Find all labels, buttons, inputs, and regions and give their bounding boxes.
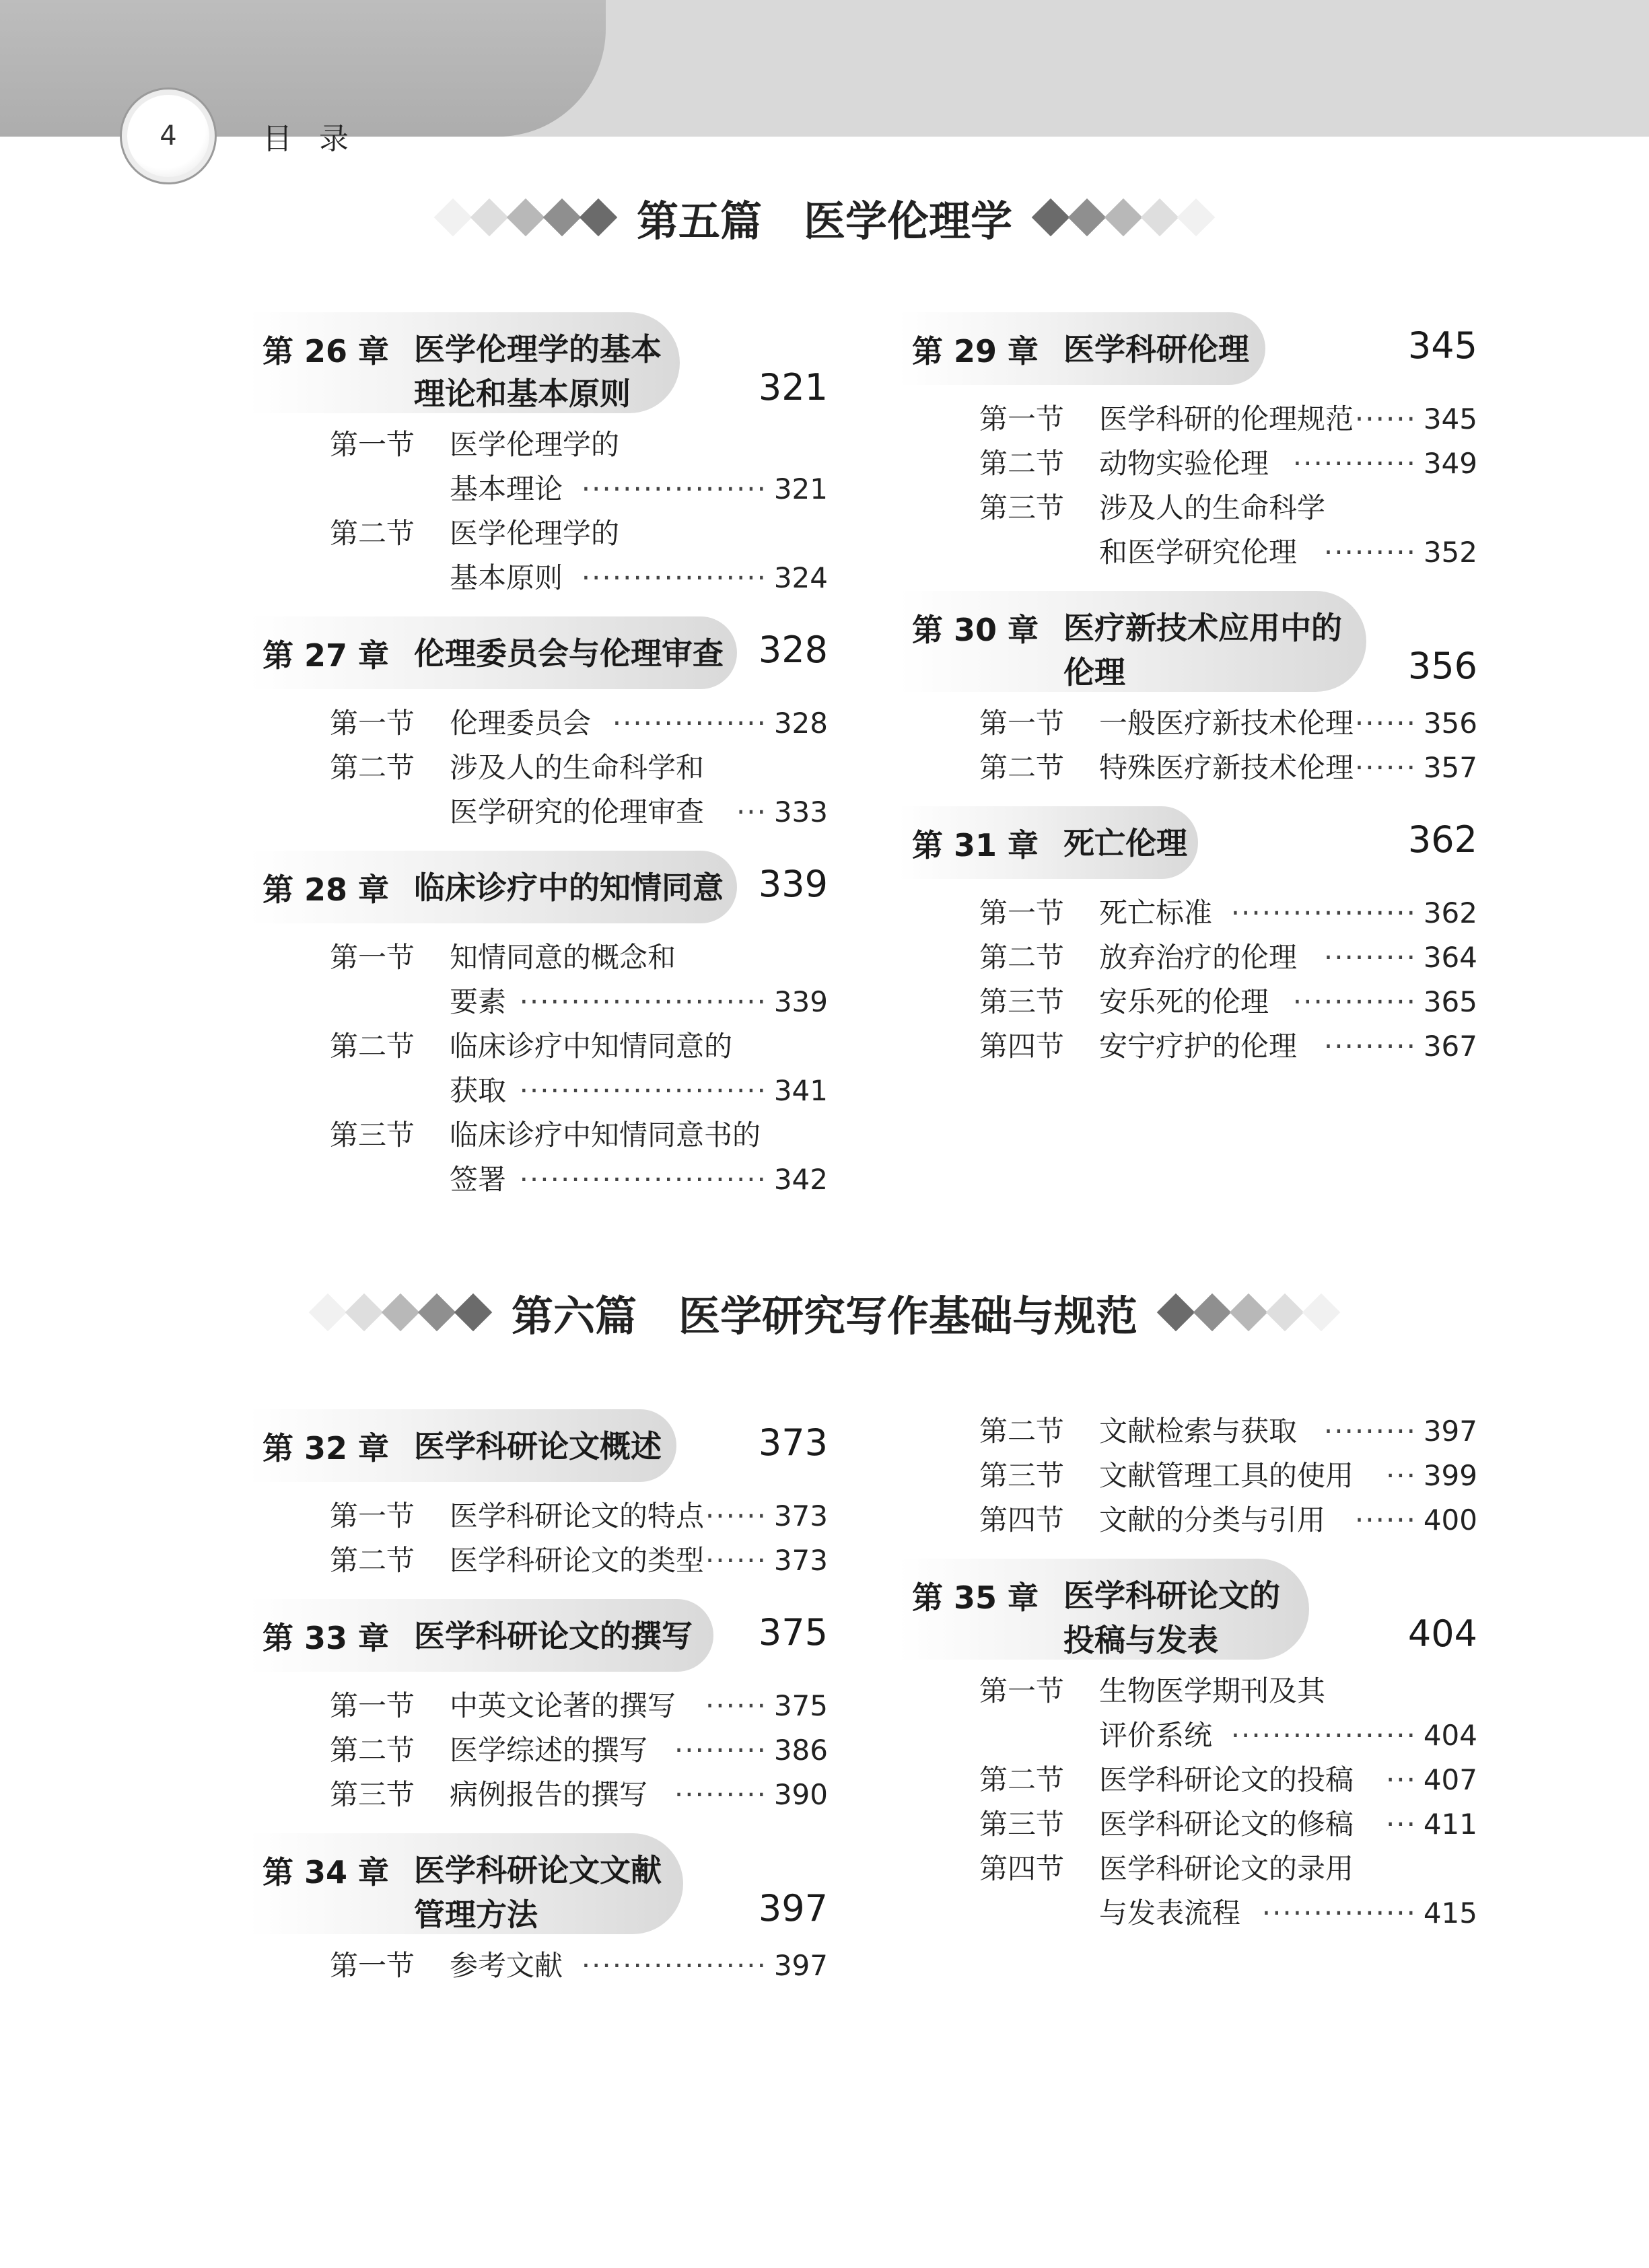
section-page-number: 333 bbox=[773, 795, 828, 828]
section-number: 第四节 bbox=[979, 1503, 1065, 1536]
toc-chapter[interactable] bbox=[912, 806, 1477, 1069]
decorative-diamonds-right bbox=[1032, 204, 1214, 231]
section-title: 参考文献 bbox=[450, 1949, 563, 1982]
toc-section-entry[interactable] bbox=[912, 1498, 1477, 1543]
section-title: 文献检索与获取 bbox=[1099, 1415, 1298, 1448]
chapter-title-line: 医学科研论文概述 bbox=[414, 1428, 662, 1464]
section-row bbox=[262, 1684, 828, 1728]
section-number: 第二节 bbox=[979, 1415, 1065, 1448]
dot-leader: ······ bbox=[1354, 751, 1417, 784]
section-page-number: 349 bbox=[1423, 447, 1477, 480]
chapter-title-line: 医学伦理学的基本 bbox=[414, 331, 662, 367]
section-row bbox=[912, 530, 1477, 575]
dot-leader: ········· bbox=[1323, 941, 1417, 974]
dot-leader: ······ bbox=[1354, 707, 1417, 740]
section-page-number: 373 bbox=[773, 1499, 828, 1532]
section-row bbox=[912, 486, 1477, 530]
section-title: 医学科研的伦理规范 bbox=[1099, 402, 1354, 435]
dot-leader: ········· bbox=[674, 1778, 767, 1811]
chapter-number: 第 26 章 bbox=[262, 333, 390, 369]
section-number: 第二节 bbox=[330, 1544, 415, 1577]
chapter-page-number: 373 bbox=[758, 1421, 828, 1464]
section-list bbox=[912, 388, 1477, 575]
section-list bbox=[262, 1934, 828, 1988]
dot-leader: ······ bbox=[1354, 1503, 1417, 1536]
part-title: 第六篇 医学研究写作基础与规范 bbox=[511, 1291, 1137, 1341]
chapter-title bbox=[414, 1848, 662, 1937]
chapter-page-number: 345 bbox=[1407, 324, 1477, 367]
section-page-number: 397 bbox=[1423, 1415, 1477, 1448]
toc-section-entry[interactable] bbox=[912, 397, 1477, 441]
section-number: 第二节 bbox=[330, 517, 415, 550]
section-page-number: 341 bbox=[773, 1074, 828, 1107]
dot-leader: ··· bbox=[1385, 1808, 1417, 1841]
section-row bbox=[912, 1498, 1477, 1543]
chapter-page-number: 404 bbox=[1407, 1613, 1477, 1655]
section-number: 第三节 bbox=[979, 1459, 1065, 1492]
chapter-title bbox=[1063, 327, 1249, 371]
chapter-page-number: 356 bbox=[1407, 645, 1477, 687]
section-title: 签署 bbox=[450, 1163, 507, 1196]
section-title: 安宁疗护的伦理 bbox=[1099, 1030, 1298, 1063]
dot-leader: ········· bbox=[674, 1734, 767, 1767]
section-row bbox=[912, 1024, 1477, 1069]
toc-chapter[interactable] bbox=[262, 616, 828, 835]
section-row bbox=[262, 1773, 828, 1817]
section-title: 医学科研论文的修稿 bbox=[1099, 1808, 1354, 1841]
section-page-number: 404 bbox=[1423, 1719, 1477, 1752]
toc-column-right bbox=[912, 312, 1477, 1085]
toc-section-entry[interactable] bbox=[262, 701, 828, 746]
toc-section-entry[interactable] bbox=[912, 746, 1477, 790]
section-list bbox=[262, 926, 828, 1202]
part-banner-6 bbox=[0, 1275, 1649, 1349]
section-row bbox=[912, 397, 1477, 441]
toc-section-entry[interactable] bbox=[912, 1454, 1477, 1498]
section-row bbox=[912, 1454, 1477, 1498]
section-number: 第一节 bbox=[979, 896, 1065, 929]
dot-leader: ··· bbox=[1385, 1763, 1417, 1796]
chapter-page-number: 362 bbox=[1407, 818, 1477, 861]
section-row bbox=[262, 980, 828, 1024]
toc-column-left bbox=[262, 312, 828, 1218]
section-title: 伦理委员会 bbox=[450, 707, 592, 740]
toc-column-right bbox=[912, 1409, 1477, 1952]
dot-leader: ·················· bbox=[1230, 896, 1417, 929]
chapter-heading[interactable] bbox=[912, 312, 1477, 388]
toc-section-entry[interactable] bbox=[262, 511, 828, 600]
section-page-number: 339 bbox=[773, 985, 828, 1018]
toc-section-entry[interactable] bbox=[262, 746, 828, 835]
chapter-title bbox=[414, 631, 724, 676]
dot-leader: ········· bbox=[1323, 536, 1417, 569]
section-row bbox=[912, 980, 1477, 1024]
section-row bbox=[912, 1758, 1477, 1802]
dot-leader: ··············· bbox=[1261, 1897, 1417, 1929]
section-page-number: 411 bbox=[1423, 1808, 1477, 1841]
chapter-title-line: 伦理 bbox=[1063, 654, 1125, 690]
section-page-number: 362 bbox=[1423, 896, 1477, 929]
section-title: 医学科研论文的特点 bbox=[450, 1499, 705, 1532]
section-page-number: 364 bbox=[1423, 941, 1477, 974]
section-page-number: 324 bbox=[773, 561, 828, 594]
chapter-number: 第 27 章 bbox=[262, 637, 390, 674]
chapter-page-number: 339 bbox=[758, 863, 828, 905]
toc-section-entry[interactable] bbox=[912, 1802, 1477, 1847]
section-row bbox=[912, 891, 1477, 935]
section-row bbox=[262, 701, 828, 746]
chapter-title-line: 医疗新技术应用中的 bbox=[1063, 610, 1342, 646]
chapter-heading[interactable] bbox=[262, 1409, 828, 1485]
dot-leader: ·················· bbox=[581, 561, 767, 594]
dot-leader: ········· bbox=[1323, 1415, 1417, 1448]
section-title: 基本理论 bbox=[450, 472, 563, 505]
section-row bbox=[262, 746, 828, 790]
section-title: 涉及人的生命科学 bbox=[1099, 491, 1326, 524]
toc-section-entry[interactable] bbox=[912, 486, 1477, 575]
chapter-number: 第 30 章 bbox=[912, 612, 1039, 648]
part-banner-5 bbox=[0, 180, 1649, 254]
chapter-title-line: 投稿与发表 bbox=[1063, 1622, 1218, 1658]
toc-section-entry[interactable] bbox=[912, 891, 1477, 935]
toc-section-entry[interactable] bbox=[912, 1669, 1477, 1758]
section-row bbox=[262, 935, 828, 980]
chapter-title-line: 管理方法 bbox=[414, 1897, 538, 1933]
section-number: 第三节 bbox=[979, 1808, 1065, 1841]
chapter-number: 第 33 章 bbox=[262, 1620, 390, 1656]
chapter-title-line: 医学科研伦理 bbox=[1063, 331, 1249, 367]
section-row bbox=[262, 790, 828, 835]
section-row bbox=[262, 1158, 828, 1202]
dot-leader: ············ bbox=[1292, 985, 1417, 1018]
chapter-title-line: 理论和基本原则 bbox=[414, 376, 631, 412]
toc-section-entry[interactable] bbox=[912, 701, 1477, 746]
toc-section-entry[interactable] bbox=[912, 1847, 1477, 1936]
section-page-number: 386 bbox=[773, 1734, 828, 1767]
section-title: 和医学研究伦理 bbox=[1099, 536, 1298, 569]
toc-section-entry[interactable] bbox=[262, 1538, 828, 1583]
dot-leader: ························ bbox=[519, 985, 767, 1018]
dot-leader: ························ bbox=[519, 1163, 767, 1196]
page-number: 4 bbox=[160, 120, 177, 151]
toc-section-entry[interactable] bbox=[912, 980, 1477, 1024]
section-number: 第二节 bbox=[979, 941, 1065, 974]
chapter-heading[interactable] bbox=[262, 1833, 828, 1934]
section-row bbox=[262, 1538, 828, 1583]
section-row bbox=[912, 1409, 1477, 1454]
section-row bbox=[912, 746, 1477, 790]
section-number: 第四节 bbox=[979, 1852, 1065, 1885]
chapter-heading[interactable] bbox=[262, 616, 828, 692]
section-title: 医学科研论文的录用 bbox=[1099, 1852, 1354, 1885]
section-number: 第一节 bbox=[330, 1499, 415, 1532]
section-number: 第二节 bbox=[979, 751, 1065, 784]
section-number: 第三节 bbox=[979, 491, 1065, 524]
chapter-number: 第 32 章 bbox=[262, 1430, 390, 1466]
toc-section-entry[interactable] bbox=[262, 1113, 828, 1202]
section-title: 与发表流程 bbox=[1099, 1897, 1241, 1929]
dot-leader: ·················· bbox=[581, 472, 767, 505]
section-page-number: 390 bbox=[773, 1778, 828, 1811]
section-number: 第一节 bbox=[979, 707, 1065, 740]
section-page-number: 375 bbox=[773, 1689, 828, 1722]
chapter-title-line: 医学科研论文的 bbox=[1063, 1578, 1280, 1614]
section-title: 安乐死的伦理 bbox=[1099, 985, 1269, 1018]
section-page-number: 365 bbox=[1423, 985, 1477, 1018]
section-row bbox=[262, 1069, 828, 1113]
dot-leader: ······ bbox=[705, 1499, 767, 1532]
dot-leader: ······ bbox=[705, 1544, 767, 1577]
section-number: 第三节 bbox=[979, 985, 1065, 1018]
chapter-page-number: 328 bbox=[758, 629, 828, 671]
section-title: 涉及人的生命科学和 bbox=[450, 751, 705, 784]
toc-section-entry[interactable] bbox=[262, 1684, 828, 1728]
chapter-heading[interactable] bbox=[262, 851, 828, 926]
chapter-number: 第 28 章 bbox=[262, 872, 390, 908]
section-page-number: 373 bbox=[773, 1544, 828, 1577]
dot-leader: ························ bbox=[519, 1074, 767, 1107]
toc-chapter[interactable] bbox=[262, 312, 828, 600]
section-row bbox=[912, 1669, 1477, 1713]
toc-section-entry[interactable] bbox=[262, 1494, 828, 1538]
section-list bbox=[262, 1485, 828, 1583]
section-list bbox=[262, 413, 828, 600]
toc-section-entry[interactable] bbox=[262, 1944, 828, 1988]
section-page-number: 356 bbox=[1423, 707, 1477, 740]
section-row bbox=[262, 1728, 828, 1773]
section-row bbox=[912, 1802, 1477, 1847]
section-row bbox=[912, 441, 1477, 486]
section-number: 第一节 bbox=[330, 941, 415, 974]
section-row bbox=[912, 1847, 1477, 1891]
toc-chapter[interactable] bbox=[912, 312, 1477, 575]
section-page-number: 367 bbox=[1423, 1030, 1477, 1063]
chapter-number: 第 35 章 bbox=[912, 1580, 1039, 1616]
section-number: 第四节 bbox=[979, 1030, 1065, 1063]
dot-leader: ······ bbox=[1354, 402, 1417, 435]
toc-section-entry[interactable] bbox=[912, 935, 1477, 980]
section-page-number: 357 bbox=[1423, 751, 1477, 784]
section-page-number: 399 bbox=[1423, 1459, 1477, 1492]
toc-chapter[interactable] bbox=[912, 1559, 1477, 1936]
section-page-number: 400 bbox=[1423, 1503, 1477, 1536]
section-list bbox=[912, 1409, 1477, 1543]
section-number: 第三节 bbox=[330, 1119, 415, 1151]
running-head: 目录 bbox=[262, 122, 376, 156]
section-title: 医学科研论文的类型 bbox=[450, 1544, 705, 1577]
section-number: 第二节 bbox=[330, 751, 415, 784]
chapter-title-line: 医学科研论文文献 bbox=[414, 1852, 662, 1888]
section-title: 知情同意的概念和 bbox=[450, 941, 676, 974]
decorative-diamonds-left bbox=[435, 204, 617, 231]
chapter-page-number: 375 bbox=[758, 1611, 828, 1654]
section-page-number: 345 bbox=[1423, 402, 1477, 435]
dot-leader: ··· bbox=[736, 795, 767, 828]
toc-section-entry[interactable] bbox=[912, 1758, 1477, 1802]
chapter-number: 第 29 章 bbox=[912, 333, 1039, 369]
section-row bbox=[262, 1944, 828, 1988]
toc-section-entry[interactable] bbox=[262, 935, 828, 1024]
chapter-number: 第 34 章 bbox=[262, 1854, 390, 1890]
page-number-badge bbox=[120, 87, 217, 184]
section-number: 第二节 bbox=[979, 1763, 1065, 1796]
section-row bbox=[262, 556, 828, 600]
section-page-number: 342 bbox=[773, 1163, 828, 1196]
dot-leader: ········· bbox=[1323, 1030, 1417, 1063]
chapter-heading[interactable] bbox=[262, 312, 828, 413]
section-number: 第二节 bbox=[330, 1030, 415, 1063]
chapter-number: 第 31 章 bbox=[912, 827, 1039, 863]
section-list bbox=[912, 1660, 1477, 1936]
toc-chapter[interactable] bbox=[262, 851, 828, 1202]
chapter-title-line: 死亡伦理 bbox=[1063, 825, 1187, 861]
section-page-number: 321 bbox=[773, 472, 828, 505]
section-number: 第一节 bbox=[330, 1949, 415, 1982]
section-list bbox=[912, 882, 1477, 1069]
section-title: 动物实验伦理 bbox=[1099, 447, 1269, 480]
section-title: 医学综述的撰写 bbox=[450, 1734, 648, 1767]
dot-leader: ·················· bbox=[581, 1949, 767, 1982]
section-title: 要素 bbox=[450, 985, 507, 1018]
dot-leader: ·················· bbox=[1230, 1719, 1417, 1752]
toc-section-entry[interactable] bbox=[912, 1024, 1477, 1069]
chapter-heading[interactable] bbox=[912, 591, 1477, 692]
toc-section-entry[interactable] bbox=[912, 441, 1477, 486]
chapter-title-line: 伦理委员会与伦理审查 bbox=[414, 635, 724, 672]
section-title: 临床诊疗中知情同意的 bbox=[450, 1030, 733, 1063]
section-row bbox=[912, 1713, 1477, 1758]
toc-section-entry[interactable] bbox=[262, 1728, 828, 1773]
section-number: 第一节 bbox=[330, 1689, 415, 1722]
toc-chapter[interactable] bbox=[262, 1599, 828, 1817]
decorative-diamonds-right bbox=[1158, 1299, 1339, 1326]
decorative-diamonds-left bbox=[310, 1299, 491, 1326]
section-title: 评价系统 bbox=[1099, 1719, 1213, 1752]
section-row bbox=[262, 511, 828, 556]
toc-column-left bbox=[262, 1409, 828, 2004]
section-list bbox=[262, 1674, 828, 1817]
toc-section-entry[interactable] bbox=[262, 1773, 828, 1817]
toc-chapter[interactable] bbox=[912, 1409, 1477, 1543]
section-row bbox=[262, 1494, 828, 1538]
chapter-title bbox=[1063, 821, 1187, 865]
toc-chapter[interactable] bbox=[262, 1833, 828, 1988]
section-page-number: 415 bbox=[1423, 1897, 1477, 1929]
section-title: 文献的分类与引用 bbox=[1099, 1503, 1326, 1536]
chapter-title bbox=[414, 327, 662, 416]
section-row bbox=[262, 1113, 828, 1158]
section-row bbox=[912, 1891, 1477, 1936]
toc-section-entry[interactable] bbox=[262, 1024, 828, 1113]
chapter-title-line: 临床诊疗中的知情同意 bbox=[414, 870, 724, 906]
part-title: 第五篇 医学伦理学 bbox=[636, 196, 1012, 246]
section-title: 医学伦理学的 bbox=[450, 517, 620, 550]
section-title: 医学伦理学的 bbox=[450, 428, 620, 461]
section-title: 获取 bbox=[450, 1074, 507, 1107]
section-page-number: 352 bbox=[1423, 536, 1477, 569]
section-title: 生物医学期刊及其 bbox=[1099, 1674, 1326, 1707]
chapter-title bbox=[414, 865, 724, 910]
chapter-page-number: 397 bbox=[758, 1887, 828, 1929]
toc-chapter[interactable] bbox=[912, 591, 1477, 790]
section-title: 基本原则 bbox=[450, 561, 563, 594]
chapter-page-number: 321 bbox=[758, 366, 828, 409]
section-row bbox=[262, 467, 828, 511]
section-title: 医学研究的伦理审查 bbox=[450, 795, 705, 828]
dot-leader: ············ bbox=[1292, 447, 1417, 480]
section-row bbox=[912, 701, 1477, 746]
section-number: 第二节 bbox=[979, 447, 1065, 480]
section-list bbox=[912, 692, 1477, 790]
section-number: 第一节 bbox=[979, 1674, 1065, 1707]
section-list bbox=[262, 692, 828, 835]
section-title: 临床诊疗中知情同意书的 bbox=[450, 1119, 761, 1151]
dot-leader: ··· bbox=[1385, 1459, 1417, 1492]
section-title: 中英文论著的撰写 bbox=[450, 1689, 676, 1722]
toc-section-entry[interactable] bbox=[262, 423, 828, 511]
section-page-number: 407 bbox=[1423, 1763, 1477, 1796]
section-page-number: 328 bbox=[773, 707, 828, 740]
section-title: 放弃治疗的伦理 bbox=[1099, 941, 1298, 974]
section-title: 病例报告的撰写 bbox=[450, 1778, 648, 1811]
chapter-heading[interactable] bbox=[262, 1599, 828, 1674]
section-row bbox=[912, 935, 1477, 980]
toc-chapter[interactable] bbox=[262, 1409, 828, 1583]
section-title: 死亡标准 bbox=[1099, 896, 1213, 929]
section-number: 第一节 bbox=[979, 402, 1065, 435]
section-title: 文献管理工具的使用 bbox=[1099, 1459, 1354, 1492]
chapter-title bbox=[414, 1424, 662, 1468]
section-page-number: 397 bbox=[773, 1949, 828, 1982]
section-title: 特殊医疗新技术伦理 bbox=[1099, 751, 1354, 784]
dot-leader: ······ bbox=[705, 1689, 767, 1722]
toc-section-entry[interactable] bbox=[912, 1409, 1477, 1454]
chapter-title bbox=[1063, 606, 1342, 695]
chapter-heading[interactable] bbox=[912, 806, 1477, 882]
section-row bbox=[262, 1024, 828, 1069]
chapter-title bbox=[414, 1614, 693, 1658]
section-title: 医学科研论文的投稿 bbox=[1099, 1763, 1354, 1796]
section-number: 第一节 bbox=[330, 707, 415, 740]
section-title: 一般医疗新技术伦理 bbox=[1099, 707, 1354, 740]
section-number: 第三节 bbox=[330, 1778, 415, 1811]
chapter-title bbox=[1063, 1573, 1280, 1662]
section-number: 第二节 bbox=[330, 1734, 415, 1767]
dot-leader: ··············· bbox=[612, 707, 767, 740]
section-row bbox=[262, 423, 828, 467]
section-number: 第一节 bbox=[330, 428, 415, 461]
chapter-heading[interactable] bbox=[912, 1559, 1477, 1660]
chapter-title-line: 医学科研论文的撰写 bbox=[414, 1618, 693, 1654]
